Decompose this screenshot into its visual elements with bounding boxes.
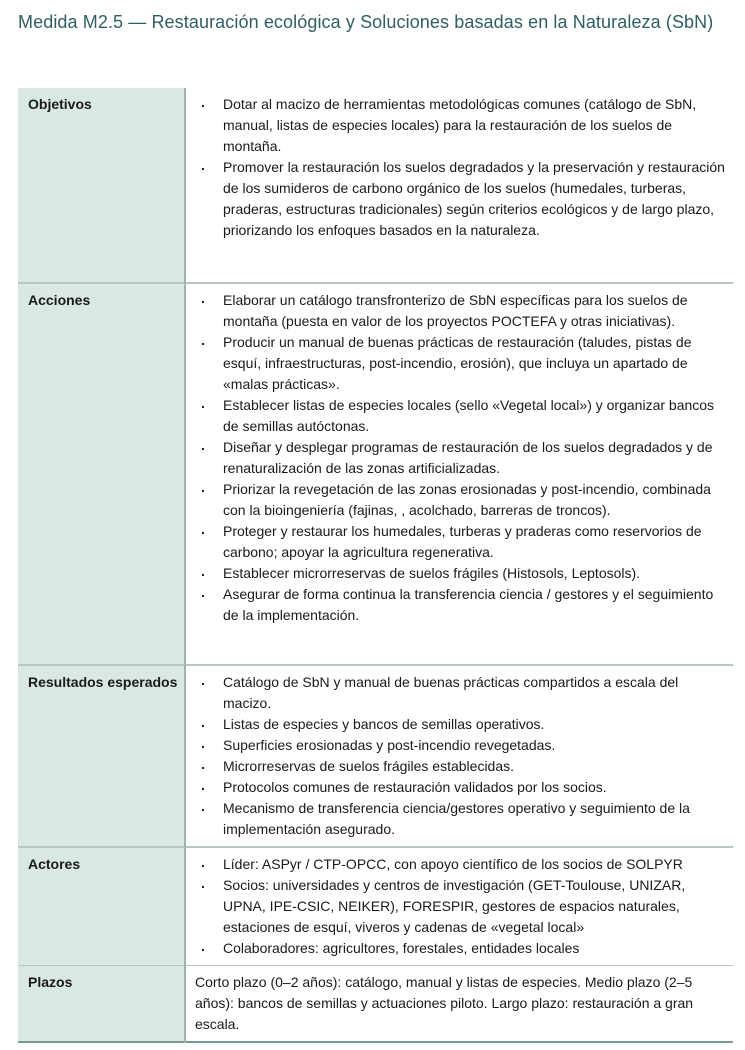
row-content [185, 847, 733, 966]
list-item: . Establecer listas de especies locales (sello «Vegetal local») y organizar bancos de semillas autóctonas. [186, 395, 725, 437]
page-title: Medida M2.5 — Restauración ecológica y Soluciones basadas en la Naturaleza (SbN) [18, 12, 714, 32]
row-label: Resultados esperados [18, 665, 185, 847]
row-content [185, 665, 733, 847]
row-acciones [18, 283, 733, 665]
list-item: . Superficies erosionadas y post-incendio revegetadas. [186, 735, 725, 756]
bullet-list [186, 94, 725, 241]
list-item: . Líder: ASPyr / CTP-OPCC, con apoyo científico de los socios de SOLPYR [186, 854, 725, 875]
list-item: . Dotar al macizo de herramientas metodológicas comunes (catálogo de SbN, manual, listas de especies locales) para la restauración de los suelos de montaña. [186, 94, 725, 157]
list-item: . Catálogo de SbN y manual de buenas prácticas compartidos a escala del macizo. [186, 672, 725, 714]
list-item: . Elaborar un catálogo transfronterizo de SbN específicas para los suelos de montaña (puesta en valor de los proyectos POCTEFA y otras iniciativas). [186, 290, 725, 332]
list-item: . Listas de especies y bancos de semillas operativos. [186, 714, 725, 735]
list-item: . Protocolos comunes de restauración validados por los socios. [186, 777, 725, 798]
row-actores [18, 847, 733, 966]
list-item: . Mecanismo de transferencia ciencia/gestores operativo y seguimiento de la implementación asegurado. [186, 798, 725, 840]
row-label: Plazos [18, 966, 185, 1043]
row-content [185, 966, 733, 1043]
bullet-list [186, 854, 725, 959]
row-objetivos [18, 88, 733, 283]
row-content [185, 88, 733, 283]
row-resultados [18, 665, 733, 847]
row-label: Acciones [18, 283, 185, 665]
list-item: . Socios: universidades y centros de investigación (GET-Toulouse, UNIZAR, UPNA, IPE-CSIC, NEIKER), FORESPIR, gestores de espacios naturales, estaciones de esquí, viveros y cadenas de «vegetal local» [186, 875, 725, 938]
list-item: . Microrreservas de suelos frágiles establecidas. [186, 756, 725, 777]
list-item: . Proteger y restaurar los humedales, turberas y praderas como reservorios de carbono; apoyar la agricultura regenerativa. [186, 521, 725, 563]
measure-table [18, 88, 733, 1043]
row-label: Actores [18, 847, 185, 966]
list-item: . Establecer microrreservas de suelos frágiles (Histosols, Leptosols). [186, 563, 725, 584]
list-item: . Promover la restauración los suelos degradados y la preservación y restauración de los sumideros de carbono orgánico de los suelos (humedales, turberas, praderas, estructuras tradicionales) según criterios ecológicos y de largo plazo, priorizando los enfoques basados en la naturaleza. [186, 157, 725, 241]
bullet-list [186, 672, 725, 840]
list-item: . Priorizar la revegetación de las zonas erosionadas y post-incendio, combinada con la bioingeniería (fajinas, , acolchado, barreras de troncos). [186, 479, 725, 521]
list-item: . Colaboradores: agricultores, forestales, entidades locales [186, 938, 725, 959]
bullet-list [186, 290, 725, 626]
list-item: . Producir un manual de buenas prácticas de restauración (taludes, pistas de esquí, infraestructuras, post-incendio, erosión), que incluya un apartado de «malas prácticas». [186, 332, 725, 395]
row-plazos [18, 966, 733, 1043]
row-content [185, 283, 733, 665]
plazos-text: Corto plazo (0–2 años): catálogo, manual y listas de especies. Medio plazo (2–5 años): bancos de semillas y actuaciones piloto. Largo plazo: restauración a gran escala. [195, 974, 694, 1032]
row-label: Objetivos [18, 88, 185, 283]
list-item: . Diseñar y desplegar programas de restauración de los suelos degradados y de renaturalización de las zonas artificializadas. [186, 437, 725, 479]
list-item: . Asegurar de forma continua la transferencia ciencia / gestores y el seguimiento de la implementación. [186, 584, 725, 626]
